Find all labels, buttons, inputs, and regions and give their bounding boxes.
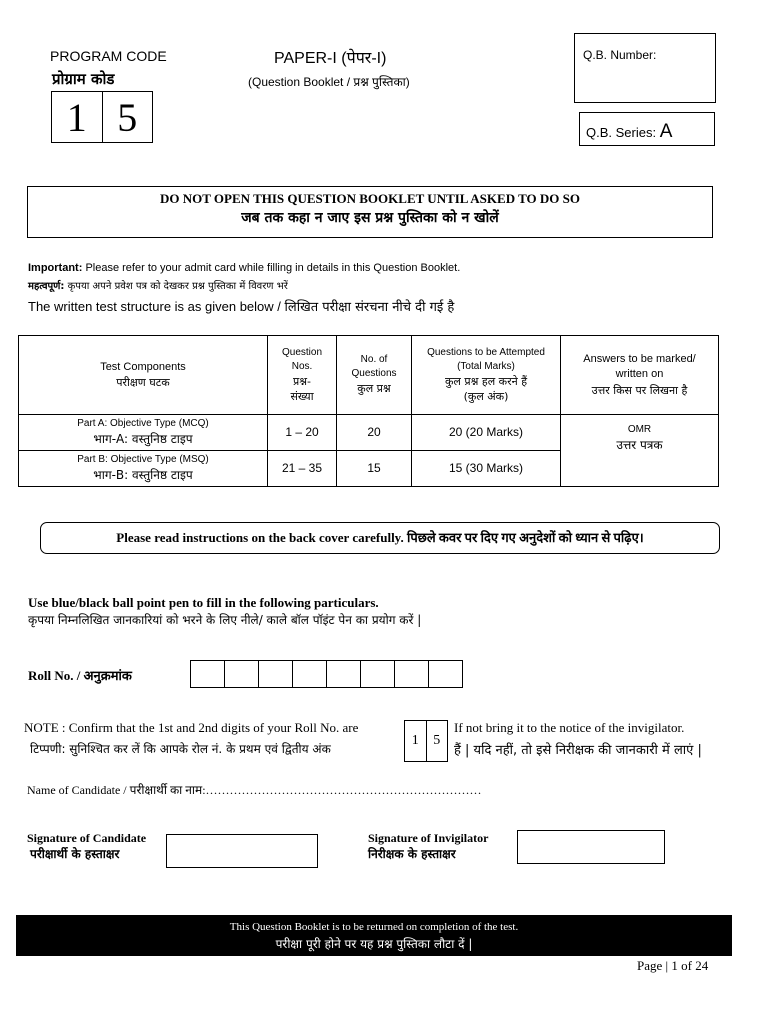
roll-digit-box[interactable] <box>191 661 225 687</box>
page-number: Page | 1 of 24 <box>637 958 709 973</box>
roll-digit-box[interactable] <box>293 661 327 687</box>
question-nos-cell: 21 – 35 <box>268 450 337 486</box>
important-text-hindi: कृपया अपने प्रवेश पत्र को देखकर प्रश्न पुस्तिका में विवरण भरें <box>67 281 288 292</box>
candidate-signature-box[interactable] <box>166 834 318 868</box>
question-count-cell: 15 <box>337 450 412 486</box>
important-note-hindi <box>28 278 288 292</box>
important-label: Important: <box>28 262 83 274</box>
invigilator-signature-label-hindi: निरीक्षक के हस्ताक्षर <box>368 847 456 861</box>
program-code-label-hindi: प्रोग्राम कोड <box>52 70 115 88</box>
part-cell: Part B: Objective Type (MSQ) भाग-B: वस्तुनिष्ठ टाइप <box>19 450 268 486</box>
pen-instruction-hindi: कृपया निम्नलिखित जानकारियां को भरने के लिए नीले/ काले बॉल पॉइंट पेन का प्रयोग करें | <box>28 613 422 627</box>
structure-text: The written test structure is as given below / <box>28 299 281 314</box>
note-text-continued-hindi: हैं | यदि नहीं, तो इसे निरीक्षक की जानकारी में लाएं | <box>454 743 702 758</box>
roll-digit-box[interactable] <box>327 661 361 687</box>
instructions-banner: Please read instructions on the back cover carefully. पिछले कवर पर दिए गए अनुदेशों को ध्यान से पढ़िए। <box>40 522 720 554</box>
footer-text-hindi: परीक्षा पूरी होने पर यह प्रश्न पुस्तिका लौटा दें | <box>275 937 473 951</box>
table-header-row <box>19 336 719 415</box>
header-answers-marked: Answers to be marked/ written on उत्तर किस पर लिखना है <box>561 336 719 415</box>
candidate-signature-label-hindi: परीक्षार्थी के हस्ताक्षर <box>30 847 120 861</box>
roll-no-boxes <box>190 660 463 688</box>
test-structure-table <box>18 335 719 487</box>
important-text: Please refer to your admit card while filling in details in this Question Booklet. <box>85 262 461 274</box>
candidate-name-field[interactable]: Name of Candidate / परीक्षार्थी का नाम:…………………………………………………………… <box>27 783 482 797</box>
qb-series-box <box>579 112 715 146</box>
roll-prefix-digit: 1 <box>411 733 419 748</box>
table-row <box>19 415 719 451</box>
header-components: Test Components परीक्षण घटक <box>19 336 268 415</box>
roll-prefix-box <box>404 720 448 762</box>
program-code-digit: 5 <box>102 92 153 142</box>
header-questions-attempted: Questions to be Attempted (Total Marks) कुल प्रश्न हल करने हैं (कुल अंक) <box>412 336 561 415</box>
structure-text-hindi: लिखित परीक्षा संरचना नीचे दी गई है <box>284 300 455 315</box>
do-not-open-banner <box>27 186 713 238</box>
invigilator-signature-box[interactable] <box>517 830 665 864</box>
important-label-hindi: महत्वपूर्ण: <box>28 281 65 292</box>
footer-text: This Question Booklet is to be returned on completion of the test. <box>229 921 519 933</box>
warning-text: DO NOT OPEN THIS QUESTION BOOKLET UNTIL ASKED TO DO SO <box>160 191 580 206</box>
note-text-hindi: टिप्पणी: सुनिश्चित कर लें कि आपके रोल नं. के प्रथम एवं द्वितीय अंक <box>30 742 331 756</box>
question-nos-cell: 1 – 20 <box>268 415 337 451</box>
qb-number-box <box>574 33 716 103</box>
roll-digit-box[interactable] <box>395 661 429 687</box>
candidate-signature-label: Signature of Candidate <box>27 831 147 845</box>
note-text: NOTE : Confirm that the 1st and 2nd digits of your Roll No. are <box>24 720 359 735</box>
header-question-nos: Question Nos. प्रश्न- संख्या <box>268 336 337 415</box>
roll-digit-box[interactable] <box>361 661 395 687</box>
part-cell: Part A: Objective Type (MCQ) भाग-A: वस्तुनिष्ठ टाइप <box>19 415 268 451</box>
invigilator-signature-label: Signature of Invigilator <box>368 831 489 845</box>
header-no-of-questions: No. of Questions कुल प्रश्न <box>337 336 412 415</box>
program-code-digit: 1 <box>66 94 87 140</box>
question-count-cell: 20 <box>337 415 412 451</box>
program-code-box <box>51 91 153 143</box>
roll-digit-box[interactable] <box>225 661 259 687</box>
roll-no-label: Roll No. / अनुक्रमांक <box>28 668 132 683</box>
paper-subtitle: (Question Booklet / प्रश्न पुस्तिका) <box>248 75 410 89</box>
answer-medium-cell: OMR उत्तर पत्रक <box>561 415 719 487</box>
structure-heading <box>28 297 454 315</box>
attempt-cell: 15 (30 Marks) <box>412 450 561 486</box>
qb-number-label: Q.B. Number: <box>583 48 657 62</box>
roll-digit-box[interactable] <box>429 661 462 687</box>
important-note <box>28 262 460 274</box>
program-code-label: PROGRAM CODE <box>50 48 167 64</box>
attempt-cell: 20 (20 Marks) <box>412 415 561 451</box>
footer-bar <box>16 915 732 956</box>
roll-digit-box[interactable] <box>259 661 293 687</box>
qb-series-value: A <box>659 121 673 142</box>
qb-series-label: Q.B. Series: <box>586 125 657 140</box>
roll-prefix-digit: 5 <box>426 721 448 761</box>
note-text-continued: If not bring it to the notice of the invigilator. <box>454 720 685 735</box>
paper-title: PAPER-I (पेपर-I) <box>274 50 387 67</box>
pen-instruction: Use blue/black ball point pen to fill in the following particulars. <box>28 595 379 610</box>
warning-text-hindi: जब तक कहा न जाए इस प्रश्न पुस्तिका को न खोलें <box>241 210 499 226</box>
